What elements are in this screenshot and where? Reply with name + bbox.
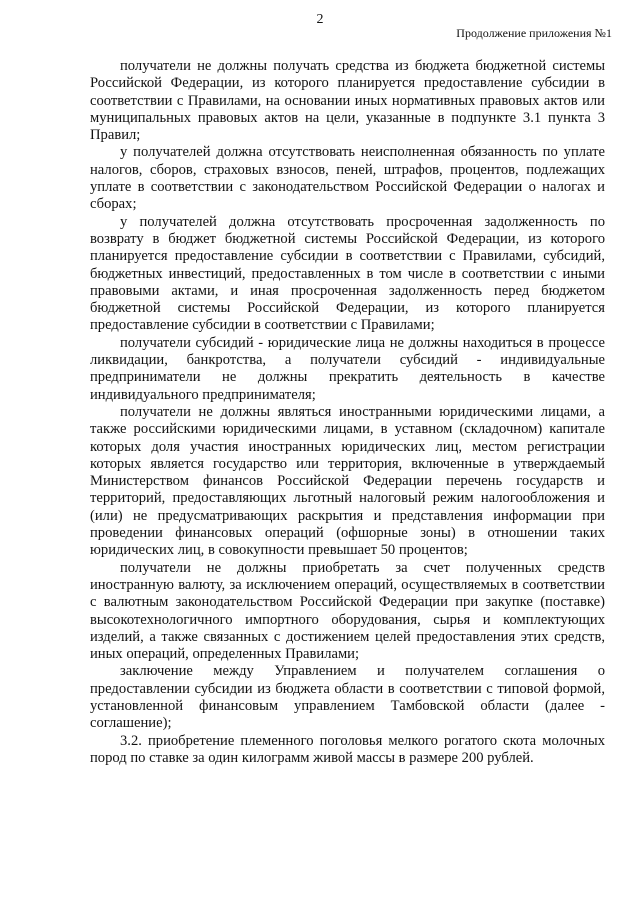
paragraph: получатели субсидий - юридические лица не должны находиться в процессе ликвидации, банкротства, а получатели субсидий - индивидуальные предприниматели не должны прекратить деятельность в качестве индивидуального предпринимателя; xyxy=(90,334,605,403)
paragraph: получатели не должны получать средства из бюджета бюджетной системы Российской Федерации, из которого планируется предоставление субсидии в соответствии с Правилами, на основании иных нормативных правовых актов или муниципальных правовых актов на цели, указанные в подпункте 3.1 пункта 3 Правил; xyxy=(90,58,605,144)
paragraph: заключение между Управлением и получателем соглашения о предоставлении субсидии из бюджета области в соответствии с типовой формой, установленной финансовым управлением Тамбовской области (далее - соглашение); xyxy=(90,663,605,732)
paragraph: у получателей должна отсутствовать неисполненная обязанность по уплате налогов, сборов, страховых взносов, пеней, штрафов, процентов, подлежащих уплате в соответствии с законодательством Российской Федерации о налогах и сборах; xyxy=(90,144,605,213)
paragraph: 3.2. приобретение племенного поголовья мелкого рогатого скота молочных пород по ставке за один килограмм живой массы в размере 200 рублей. xyxy=(90,732,605,766)
body-text xyxy=(90,58,605,767)
paragraph: у получателей должна отсутствовать просроченная задолженность по возврату в бюджет бюджетной системы Российской Федерации, из которого планируется предоставление субсидии в соответствии с Правилами, субсидий, бюджетных инвестиций, предоставленных в том числе в соответствии с иными правовыми актами, и иная просроченная задолженность перед бюджетом бюджетной системы Российской Федерации, из которого планируется предоставление субсидии в соответствии с Правилами; xyxy=(90,213,605,334)
paragraph: получатели не должны приобретать за счет полученных средств иностранную валюту, за исключением операций, осуществляемых в соответствии с валютным законодательством Российской Федерации при закупке (поставке) высокотехнологичного импортного оборудования, сырья и комплектующих изделий, а также связанных с достижением целей предоставления этих средств, иных операций, определенных Правилами; xyxy=(90,559,605,663)
page-number: 2 xyxy=(316,12,324,27)
appendix-note: Продолжение приложения №1 xyxy=(456,26,612,40)
paragraph: получатели не должны являться иностранными юридическими лицами, а также российскими юридическими лицами, в уставном (складочном) капитале которых доля участия иностранных юридических лиц, местом регистрации которых является государство или территория, включенные в утверждаемый Министерством финансов Российской Федерации перечень государств и территорий, предоставляющих льготный налоговый режим налогообложения и (или) не предусматривающих раскрытия и представления информации при проведении финансовых операций (офшорные зоны) в отношении таких юридических лиц, в совокупности превышает 50 процентов; xyxy=(90,403,605,559)
